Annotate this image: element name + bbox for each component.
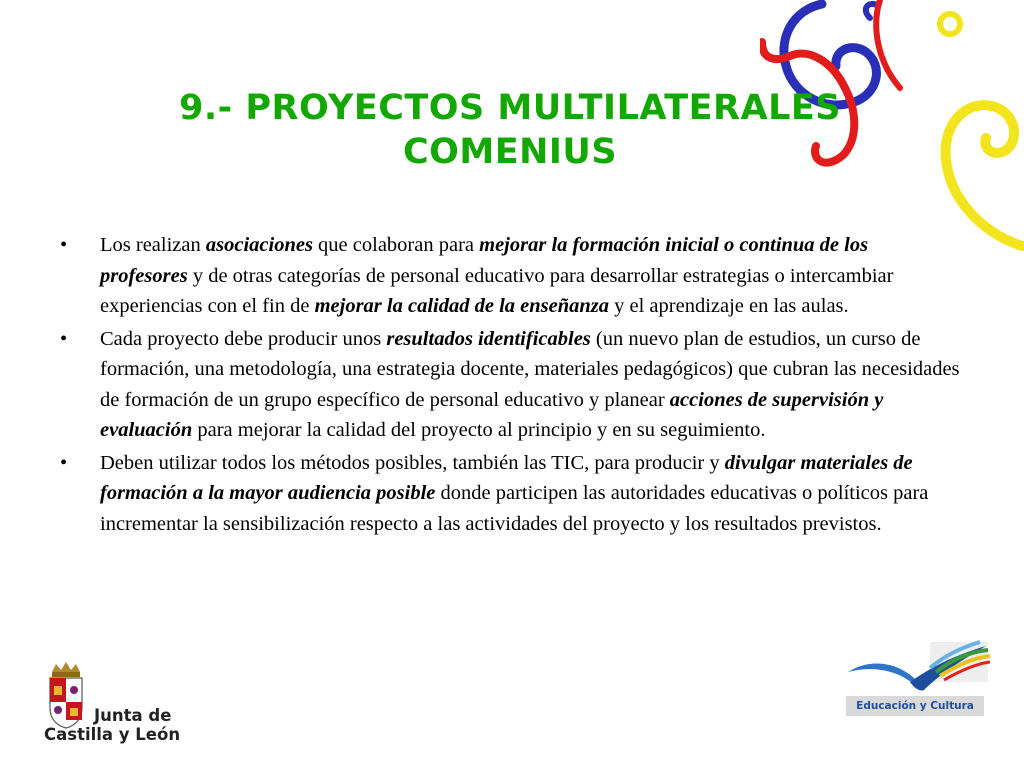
swoosh-logo-icon: [840, 638, 992, 698]
bullet-icon: •: [60, 327, 68, 350]
bullet-text: Cada proyecto debe producir unos: [100, 327, 387, 350]
bullet-text: Los realizan: [100, 234, 206, 256]
bullet-emphasis: asociaciones: [205, 234, 313, 256]
title-line-1: 9.- PROYECTOS MULTILATERALES: [179, 88, 841, 128]
list-item: [60, 324, 960, 446]
bullet-icon: •: [60, 451, 68, 474]
bullet-text: y de otras categorías de personal educativo para desarrollar estrategias o intercambiar experiencias con el fin de: [100, 264, 894, 317]
junta-logo-text: [44, 706, 184, 744]
bullet-list: [60, 230, 960, 541]
bullet-text: que colaboran para: [312, 234, 480, 256]
title-line-2: COMENIUS: [402, 132, 618, 172]
bullet-text: y el aprendizaje en las aulas.: [609, 295, 849, 317]
bullet-emphasis: resultados identificables: [386, 327, 591, 350]
bullet-text: donde participen las autoridades educativas o políticos para incrementar la sensibilización respecto a las actividades del proyecto y los resultados previstos.: [100, 482, 929, 535]
bullet-emphasis: acciones de supervisión y evaluación: [100, 388, 884, 441]
junta-logo-line-2: Castilla y León: [44, 725, 181, 744]
educacion-cultura-logo: [840, 638, 992, 730]
list-item: [60, 448, 960, 540]
bullet-emphasis: mejorar la calidad de la enseñanza: [314, 295, 610, 317]
bullet-text: para mejorar la calidad del proyecto al principio y en su seguimiento.: [192, 419, 766, 441]
bullet-emphasis: divulgar materiales de formación a la mayor audiencia posible: [100, 451, 913, 504]
list-item: [60, 230, 960, 322]
junta-logo: [44, 662, 184, 746]
page-title: [100, 86, 920, 174]
bullet-text: Deben utilizar todos los métodos posibles, también las TIC, para producir y: [100, 451, 725, 474]
bullet-text: (un nuevo plan de estudios, un curso de formación, una metodología, una estrategia docente, materiales pedagógicos) que cubran las necesidades de formación de un grupo específico de personal educativo y planear: [100, 327, 960, 411]
educacion-cultura-label: Educación y Cultura: [846, 696, 984, 716]
bullet-emphasis: mejorar la formación inicial o continua de los profesores: [100, 234, 869, 287]
junta-logo-line-1: Junta de: [94, 706, 172, 725]
bullet-icon: •: [60, 234, 68, 256]
